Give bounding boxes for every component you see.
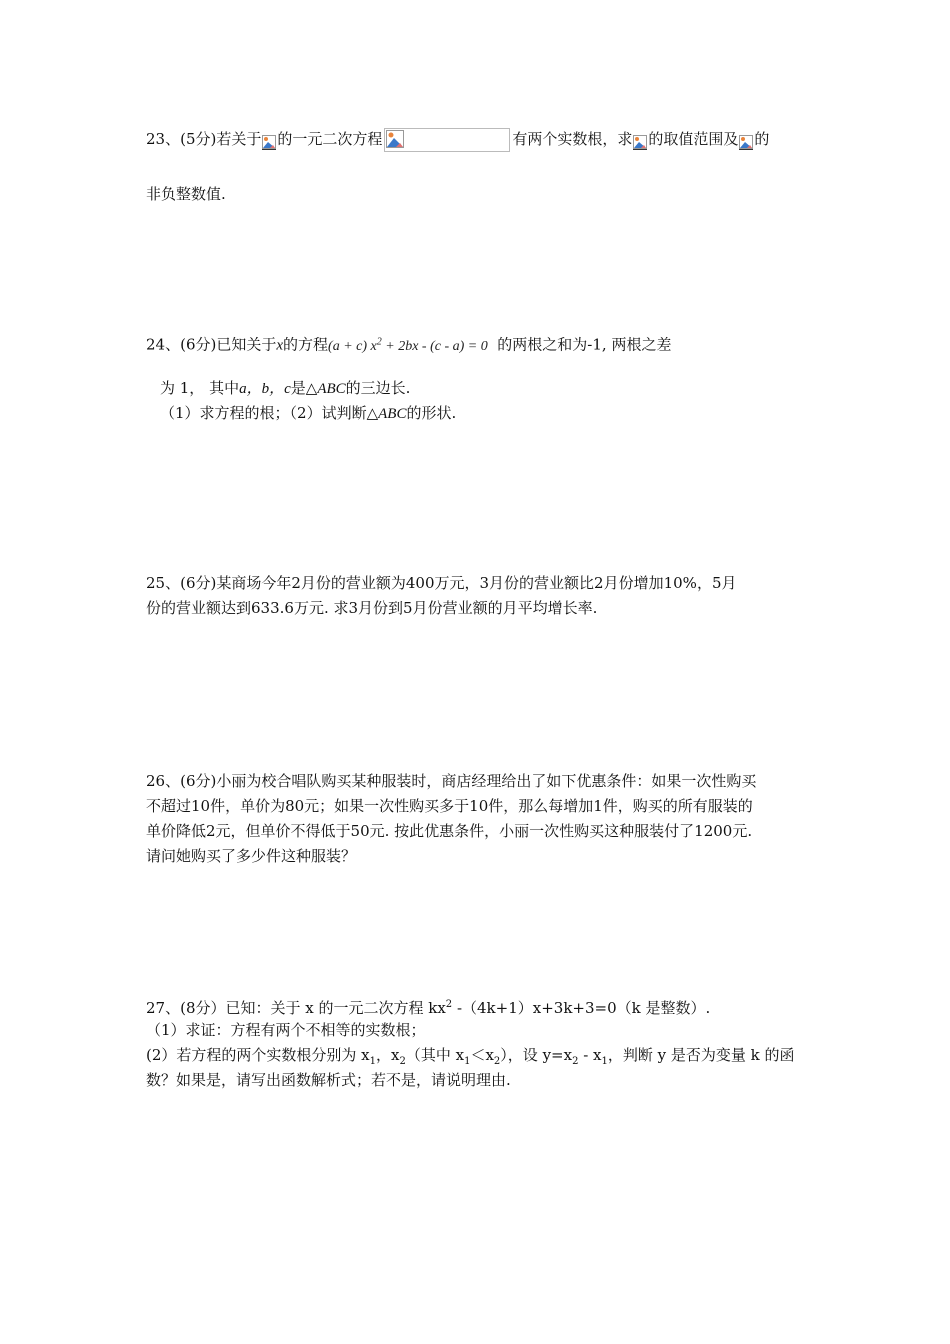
q24-score: (6分) bbox=[180, 335, 217, 354]
q27-l3-a: (2）若方程的两个实数根分别为 x bbox=[146, 1046, 370, 1064]
q23-text-5: 的 bbox=[754, 130, 770, 148]
q27-l1-text-a: 27、(8分）已知：关于 x 的一元二次方程 kx bbox=[146, 999, 446, 1017]
q24-number: 24、 bbox=[146, 335, 181, 354]
broken-image-icon bbox=[633, 131, 647, 150]
q24-l2-text-3: 的三边长. bbox=[345, 379, 411, 397]
q27-line2: （1）求证：方程有两个不相等的实数根； bbox=[146, 1021, 426, 1039]
q24-neg-one: -1 bbox=[587, 335, 602, 354]
q24-text-1: 已知关于 bbox=[216, 335, 277, 354]
q27-l3-c: （其中 x bbox=[405, 1046, 465, 1064]
q27-l3-b: ，x bbox=[376, 1046, 400, 1064]
q26-line3: 单价降低2元，但单价不得低于50元. 按此优惠条件，小丽一次性购买这种服装付了1200元. bbox=[146, 822, 753, 840]
q24-line2 bbox=[160, 378, 410, 399]
q24-l3-text-2: 的形状. bbox=[406, 404, 457, 422]
broken-image-icon bbox=[262, 131, 276, 150]
q23-text-3: 有两个实数根，求 bbox=[512, 130, 633, 148]
q24-l2-vars: a，b，c bbox=[239, 381, 291, 397]
q23-text-4: 的取值范围及 bbox=[648, 130, 739, 148]
q27-l3-sub2: 2 bbox=[399, 1056, 406, 1067]
q25-line2: 份的营业额达到633.6万元. 求3月份到5月份营业额的月平均增长率. bbox=[146, 599, 598, 617]
q27-line1 bbox=[146, 995, 710, 1018]
q24-var-x: x bbox=[276, 337, 284, 354]
q24-eq-sup: 2 bbox=[376, 336, 382, 347]
q24-text-2: 的方程 bbox=[283, 335, 329, 354]
q26-line1: 26、(6分)小丽为校合唱队购买某种服装时，商店经理给出了如下优惠条件：如果一次性购买 bbox=[146, 772, 757, 790]
q27-line3 bbox=[146, 1045, 795, 1072]
q27-l3-sub3: 1 bbox=[464, 1056, 471, 1067]
q27-l3-sub1: 1 bbox=[369, 1056, 376, 1067]
q24-equation bbox=[328, 336, 488, 354]
q24-eq-part-a: (a + c) x bbox=[328, 338, 377, 354]
q24-l3-text-1: （1）求方程的根；（2）试判断△ bbox=[160, 404, 379, 422]
q24-line3 bbox=[160, 403, 456, 424]
q27-l3-sub5: 2 bbox=[572, 1056, 579, 1067]
q25-line1: 25、(6分)某商场今年2月份的营业额为400万元，3月份的营业额比2月份增加10%，5月 bbox=[146, 574, 737, 592]
q26-line2: 不超过10件，单价为80元；如果一次性购买多于10件，那么每增加1件，购买的所有服装的 bbox=[146, 797, 753, 815]
q27-l3-e: ），设 y=x bbox=[500, 1046, 573, 1064]
q23-score: (5分) bbox=[180, 130, 217, 148]
broken-image-icon bbox=[739, 131, 753, 150]
q23-line2: 非负整数值. bbox=[146, 185, 226, 203]
q23-line1 bbox=[146, 128, 769, 152]
q27-line4: 数？如果是，请写出函数解析式；若不是，请说明理由. bbox=[146, 1071, 511, 1089]
q27-l3-sub6: 1 bbox=[601, 1056, 608, 1067]
q27-l1-text-b: -（4k+1）x+3k+3=0（k 是整数）. bbox=[452, 999, 711, 1017]
q24-line1 bbox=[146, 332, 671, 357]
q23-text-2: 的一元二次方程 bbox=[277, 130, 383, 148]
q27-l3-sub4: 2 bbox=[493, 1056, 501, 1067]
q27-l3-f: - x bbox=[578, 1046, 602, 1064]
q26-line4: 请问她购买了多少件这种服装？ bbox=[146, 847, 357, 865]
q23-text-1: 若关于 bbox=[216, 130, 262, 148]
q24-l2-text-1: 为 1， 其中 bbox=[160, 379, 240, 397]
q24-l2-text-2: 是△ bbox=[290, 379, 318, 397]
q24-text-3: 的两根之和为 bbox=[497, 335, 588, 354]
q27-l1-sup: 2 bbox=[445, 999, 453, 1010]
q24-eq-part-b: + 2bx - (c - a) = 0 bbox=[381, 338, 488, 354]
q27-l3-d: ＜x bbox=[470, 1046, 494, 1064]
q24-abc-2: ABC bbox=[378, 406, 407, 422]
q27-l3-g: ，判断 y 是否为变量 k 的函 bbox=[607, 1046, 795, 1064]
q24-abc: ABC bbox=[317, 381, 346, 397]
equation-image-placeholder bbox=[384, 128, 510, 152]
q24-text-4: , 两根之差 bbox=[601, 335, 672, 354]
q23-number: 23、 bbox=[146, 130, 181, 148]
